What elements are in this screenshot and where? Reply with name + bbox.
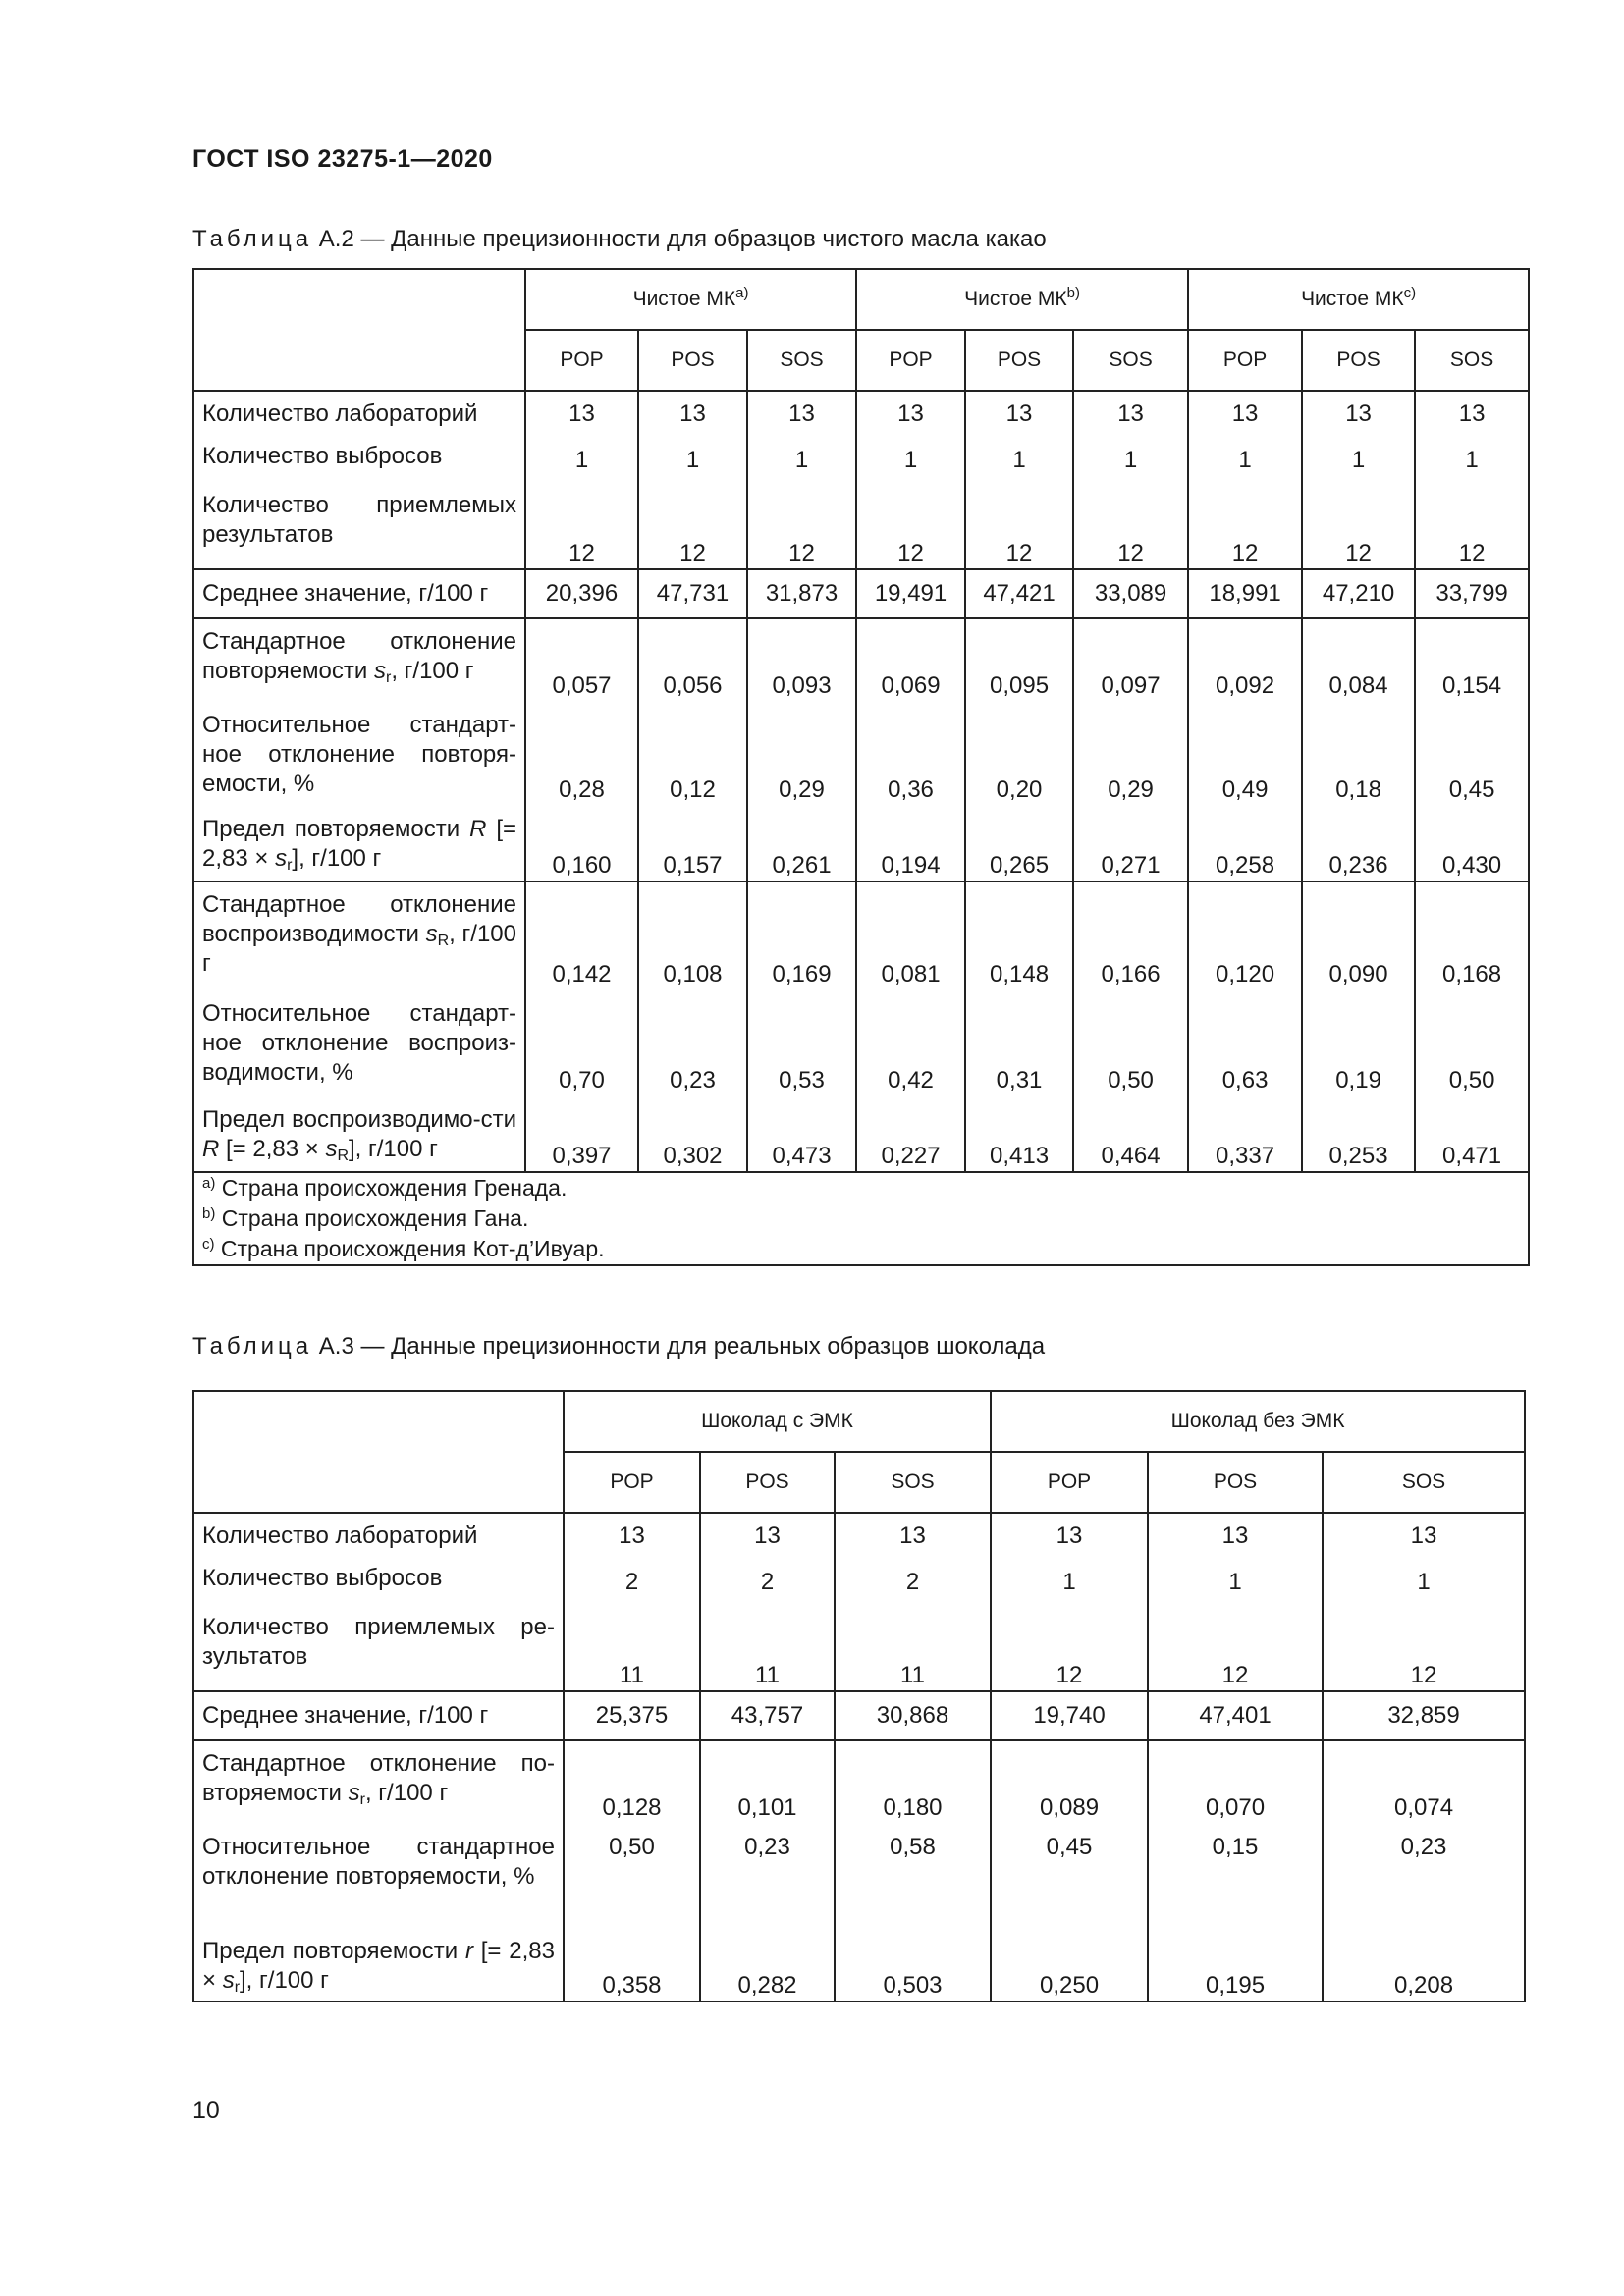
cell: 0,089 (991, 1740, 1148, 1823)
cell: 0,160 (525, 805, 638, 881)
cell: 43,757 (700, 1691, 835, 1740)
group-header: Чистое МК$^{a)}$ (525, 269, 856, 330)
cell: 0,29 (747, 701, 856, 805)
cell: 0,63 (1188, 989, 1302, 1095)
column-header: POP (525, 330, 638, 391)
cell: 47,421 (965, 569, 1073, 618)
cell: 0,070 (1148, 1740, 1323, 1823)
cell: 0,250 (991, 1927, 1148, 2002)
cell: 0,58 (835, 1823, 991, 1927)
cell: 0,23 (638, 989, 747, 1095)
cell: 12 (1073, 491, 1188, 569)
table-row (193, 805, 1529, 881)
cell: 47,401 (1148, 1691, 1323, 1740)
cell: 18,991 (1188, 569, 1302, 618)
table-a3-caption (192, 1333, 1045, 1361)
cell: 0,302 (638, 1095, 747, 1172)
cell: 1 (1323, 1564, 1525, 1613)
cell: 0,18 (1302, 701, 1415, 805)
column-header: SOS (1073, 330, 1188, 391)
cell: 0,093 (747, 618, 856, 701)
column-header: POS (700, 1452, 835, 1513)
page-number: 10 (192, 2097, 220, 2124)
cell: 12 (638, 491, 747, 569)
cell: 0,413 (965, 1095, 1073, 1172)
cell: 1 (525, 442, 638, 491)
cell: 0,195 (1148, 1927, 1323, 2002)
footnote: $^{c)}$ Страна происхождения Кот-д’Ивуар. (202, 1236, 605, 1261)
cell: 0,471 (1415, 1095, 1529, 1172)
cell: 0,253 (1302, 1095, 1415, 1172)
cell: 1 (965, 442, 1073, 491)
cell: 0,53 (747, 989, 856, 1095)
cell: 32,859 (1323, 1691, 1525, 1740)
cell: 13 (747, 391, 856, 442)
column-header: POP (1188, 330, 1302, 391)
cell: 13 (564, 1513, 700, 1564)
cell: 1 (1073, 442, 1188, 491)
cell: 0,28 (525, 701, 638, 805)
cell: 0,397 (525, 1095, 638, 1172)
cell: 0,261 (747, 805, 856, 881)
footnotes (193, 1172, 1529, 1265)
cell: 0,50 (1415, 989, 1529, 1095)
cell: 13 (525, 391, 638, 442)
cell: 0,258 (1188, 805, 1302, 881)
cell: 12 (1188, 491, 1302, 569)
table-row (193, 491, 1529, 569)
row-label: Количество выбросов (193, 1564, 564, 1613)
table-a3 (192, 1390, 1526, 2002)
cell: 47,210 (1302, 569, 1415, 618)
cell: 12 (965, 491, 1073, 569)
cell: 12 (1415, 491, 1529, 569)
cell: 20,396 (525, 569, 638, 618)
caption-text: А.3 — Данные прецизионности для реальных образцов шоколада (318, 1333, 1046, 1360)
cell: 0,236 (1302, 805, 1415, 881)
table-row (193, 569, 1529, 618)
column-header: SOS (1323, 1452, 1525, 1513)
column-header: SOS (1415, 330, 1529, 391)
table-row (193, 701, 1529, 805)
row-label: Стандартное отклонение по-вторяемости $s_r$, г/100 г (193, 1740, 564, 1823)
table-row (193, 1564, 1525, 1613)
cell: 0,464 (1073, 1095, 1188, 1172)
cell: 0,19 (1302, 989, 1415, 1095)
cell: 13 (965, 391, 1073, 442)
cell: 0,095 (965, 618, 1073, 701)
cell: 12 (1323, 1613, 1525, 1691)
row-label: Относительное стандарт-ное отклонение воспроиз-водимости, % (193, 989, 525, 1095)
cell: 31,873 (747, 569, 856, 618)
cell: 1 (1415, 442, 1529, 491)
cell: 0,056 (638, 618, 747, 701)
row-label: Количество приемлемых результатов (193, 491, 525, 569)
footnote: $^{a)}$ Страна происхождения Гренада. (202, 1175, 568, 1201)
cell: 0,50 (564, 1823, 700, 1927)
row-label: Среднее значение, г/100 г (193, 569, 525, 618)
cell: 0,128 (564, 1740, 700, 1823)
cell: 12 (525, 491, 638, 569)
cell: 1 (1148, 1564, 1323, 1613)
cell: 11 (564, 1613, 700, 1691)
cell: 0,108 (638, 881, 747, 989)
cell: 13 (1073, 391, 1188, 442)
cell: 2 (835, 1564, 991, 1613)
row-label: Предел повторяемости r [= $2,83 \times s_r$], г/100 г (193, 1927, 564, 2002)
row-label: Количество приемлемых ре-зультатов (193, 1613, 564, 1691)
cell: 0,069 (856, 618, 965, 701)
cell: 0,12 (638, 701, 747, 805)
cell: 0,49 (1188, 701, 1302, 805)
cell: 13 (1415, 391, 1529, 442)
column-header: POS (1302, 330, 1415, 391)
stub-header (193, 1391, 564, 1513)
cell: 1 (1188, 442, 1302, 491)
cell: 33,089 (1073, 569, 1188, 618)
cell: 0,097 (1073, 618, 1188, 701)
column-header: POP (856, 330, 965, 391)
caption-text: А.2 — Данные прецизионности для образцов чистого масла какао (318, 226, 1047, 252)
cell: 0,092 (1188, 618, 1302, 701)
cell: 0,271 (1073, 805, 1188, 881)
group-header: Чистое МК$^{c)}$ (1188, 269, 1529, 330)
table-row (193, 618, 1529, 701)
row-label: Количество выбросов (193, 442, 525, 491)
footnotes-row (193, 1172, 1529, 1265)
cell: 13 (1188, 391, 1302, 442)
cell: 0,208 (1323, 1927, 1525, 2002)
cell: 0,101 (700, 1740, 835, 1823)
row-label: Стандартное отклонение воспроизводимости $s_R$, г/100 г (193, 881, 525, 989)
cell: 0,42 (856, 989, 965, 1095)
cell: 0,227 (856, 1095, 965, 1172)
cell: 13 (700, 1513, 835, 1564)
column-header: POS (1148, 1452, 1323, 1513)
cell: 25,375 (564, 1691, 700, 1740)
cell: 1 (747, 442, 856, 491)
row-label: Среднее значение, г/100 г (193, 1691, 564, 1740)
cell: 47,731 (638, 569, 747, 618)
table-a2-caption (192, 226, 1047, 253)
cell: 12 (747, 491, 856, 569)
cell: 12 (991, 1613, 1148, 1691)
cell: 0,265 (965, 805, 1073, 881)
table-row (193, 442, 1529, 491)
cell: 0,45 (1415, 701, 1529, 805)
row-label: Стандартное отклонение повторяемости $s_r$, г/100 г (193, 618, 525, 701)
table-row (193, 1823, 1525, 1927)
row-label: Предел воспроизводимо-сти R [= $2,83 \times s_R$], г/100 г (193, 1095, 525, 1172)
cell: 0,142 (525, 881, 638, 989)
cell: 0,194 (856, 805, 965, 881)
row-label: Количество лабораторий (193, 1513, 564, 1564)
cell: 0,057 (525, 618, 638, 701)
table-row (193, 881, 1529, 989)
cell: 13 (638, 391, 747, 442)
cell: 0,084 (1302, 618, 1415, 701)
cell: 0,337 (1188, 1095, 1302, 1172)
cell: 0,473 (747, 1095, 856, 1172)
cell: 0,081 (856, 881, 965, 989)
cell: 2 (700, 1564, 835, 1613)
cell: 13 (991, 1513, 1148, 1564)
cell: 13 (1302, 391, 1415, 442)
cell: 0,282 (700, 1927, 835, 2002)
table-a2 (192, 268, 1530, 1266)
column-header: POS (638, 330, 747, 391)
cell: 1 (991, 1564, 1148, 1613)
row-label: Относительное стандарт-ное отклонение повторя-емости, % (193, 701, 525, 805)
table-row (193, 1691, 1525, 1740)
cell: 0,70 (525, 989, 638, 1095)
group-header: Чистое МК$^{b)}$ (856, 269, 1188, 330)
column-header: POP (564, 1452, 700, 1513)
group-header: Шоколад без ЭМК (991, 1391, 1525, 1452)
cell: 12 (1148, 1613, 1323, 1691)
cell: 1 (638, 442, 747, 491)
cell: 0,180 (835, 1740, 991, 1823)
cell: 30,868 (835, 1691, 991, 1740)
cell: 0,31 (965, 989, 1073, 1095)
table-row (193, 1740, 1525, 1823)
cell: 0,154 (1415, 618, 1529, 701)
cell: 0,148 (965, 881, 1073, 989)
table-row (193, 1095, 1529, 1172)
column-header: SOS (747, 330, 856, 391)
document-header: ГОСТ ISO 23275-1—2020 (192, 145, 493, 173)
cell: 13 (1148, 1513, 1323, 1564)
caption-word: Таблица (192, 226, 313, 252)
cell: 0,23 (700, 1823, 835, 1927)
group-header: Шоколад с ЭМК (564, 1391, 991, 1452)
cell: 0,157 (638, 805, 747, 881)
cell: 1 (1302, 442, 1415, 491)
cell: 12 (1302, 491, 1415, 569)
table-row (193, 1613, 1525, 1691)
cell: 0,15 (1148, 1823, 1323, 1927)
row-label: Количество лабораторий (193, 391, 525, 442)
cell: 0,23 (1323, 1823, 1525, 1927)
column-header: SOS (835, 1452, 991, 1513)
cell: 0,074 (1323, 1740, 1525, 1823)
cell: 0,430 (1415, 805, 1529, 881)
cell: 0,503 (835, 1927, 991, 2002)
cell: 0,169 (747, 881, 856, 989)
cell: 0,36 (856, 701, 965, 805)
caption-word: Таблица (192, 1333, 313, 1360)
cell: 11 (700, 1613, 835, 1691)
cell: 0,166 (1073, 881, 1188, 989)
cell: 12 (856, 491, 965, 569)
cell: 0,168 (1415, 881, 1529, 989)
cell: 0,45 (991, 1823, 1148, 1927)
column-header: POP (991, 1452, 1148, 1513)
cell: 11 (835, 1613, 991, 1691)
cell: 0,090 (1302, 881, 1415, 989)
table-row (193, 391, 1529, 442)
table-row (193, 1513, 1525, 1564)
cell: 13 (1323, 1513, 1525, 1564)
cell: 1 (856, 442, 965, 491)
cell: 0,20 (965, 701, 1073, 805)
cell: 2 (564, 1564, 700, 1613)
cell: 0,358 (564, 1927, 700, 2002)
cell: 13 (856, 391, 965, 442)
cell: 33,799 (1415, 569, 1529, 618)
table-row (193, 989, 1529, 1095)
cell: 0,50 (1073, 989, 1188, 1095)
stub-header (193, 269, 525, 391)
column-header: POS (965, 330, 1073, 391)
cell: 0,120 (1188, 881, 1302, 989)
cell: 19,740 (991, 1691, 1148, 1740)
cell: 19,491 (856, 569, 965, 618)
row-label: Относительное стандартное отклонение повторяемости, % (193, 1823, 564, 1927)
table-row (193, 1927, 1525, 2002)
cell: 13 (835, 1513, 991, 1564)
row-label: Предел повторяемости R [= $2,83 \times s_r$], г/100 г (193, 805, 525, 881)
footnote: $^{b)}$ Страна происхождения Гана. (202, 1205, 529, 1231)
cell: 0,29 (1073, 701, 1188, 805)
